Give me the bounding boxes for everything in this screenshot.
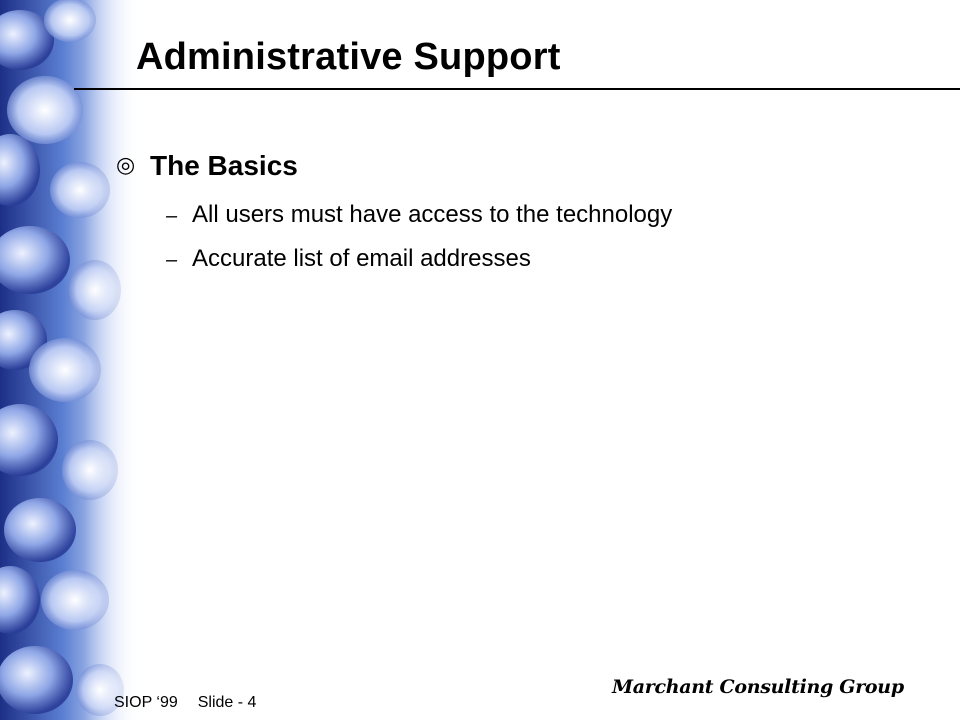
dash-bullet-icon: – (166, 249, 178, 271)
cell-pattern-image (0, 0, 140, 720)
list-item-text: Accurate list of email addresses (192, 245, 531, 272)
target-bullet-icon: ◎ (116, 152, 136, 177)
list-item-text: All users must have access to the technology (192, 201, 673, 228)
decorative-cell-background (0, 0, 140, 720)
footer-event: SIOP ‘99 (114, 694, 178, 711)
list-item (166, 201, 672, 229)
footer (114, 694, 276, 712)
dash-bullet-icon: – (166, 205, 178, 227)
heading-bullet (116, 150, 298, 182)
brand-name: Marchant Consulting Group (612, 676, 904, 698)
heading-text: The Basics (150, 150, 298, 181)
list-item (166, 245, 531, 273)
slide-title: Administrative Support (136, 36, 561, 78)
footer-slide-number: Slide - 4 (197, 694, 257, 711)
title-divider (74, 88, 960, 90)
